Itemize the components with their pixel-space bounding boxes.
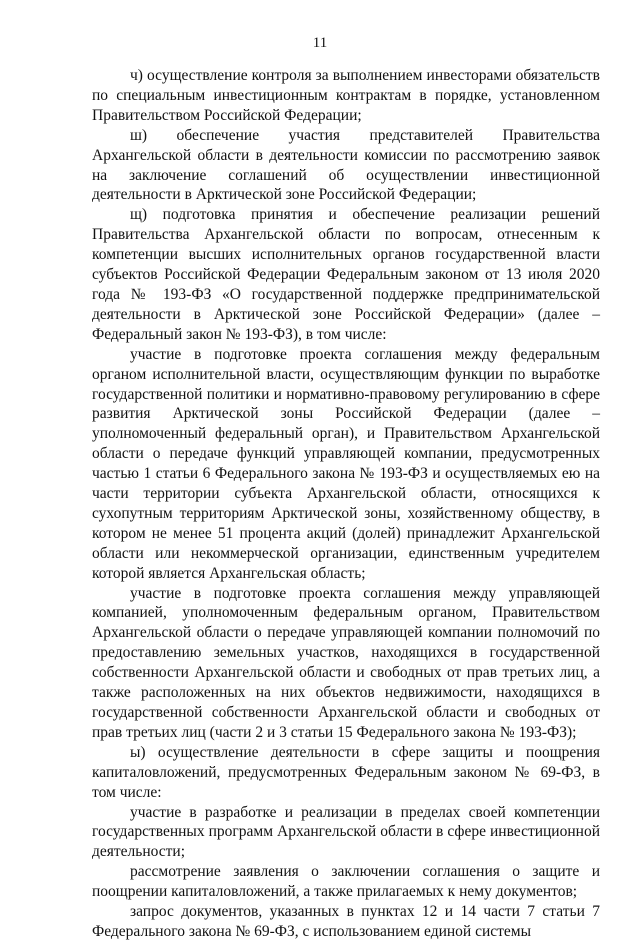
paragraph-sh: ш) обеспечение участия представителей Правительства Архангельской области в деятельности комиссии по рассмотрению заявок на заключение соглашений об осуществлении инвестиционной деятельности в Арктической зоне Российской Федерации;: [92, 126, 600, 204]
paragraph-shch-item-2: участие в подготовке проекта соглашения между управляющей компанией, уполномоченным федеральным органом, Правительством Архангельской области о передаче управляющей компании полномочий по предоставлению земельных участков, находящихся в государственной собственности Архангельской области и свободных от прав третьих лиц, а также расположенных на них объектов недвижимости, находящихся в государственной собственности Архангельской области и свободных от прав третьих лиц (части 2 и 3 статьи 15 Федерального закона № 193-ФЗ);: [92, 584, 600, 741]
paragraph-shch-item-1: участие в подготовке проекта соглашения между федеральным органом исполнительной власти, осуществляющим функции по выработке государственной политики и нормативно-правовому регулированию в сфере развития Арктической зоны Российской Федерации (далее – уполномоченный федеральный орган), и Правительством Архангельской области о передаче функций управляющей компании, предусмотренных частью 1 статьи 6 Федерального закона № 193-ФЗ и осуществляемых ею на части территории субъекта Архангельской области, относящихся к сухопутным территориям Арктической зоны, хозяйственному обществу, в котором не менее 51 процента акций (долей) принадлежит Архангельской области или некоммерческой организации, единственным учредителем которой является Архангельская область;: [92, 345, 600, 582]
paragraph-shch: щ) подготовка принятия и обеспечение реализации решений Правительства Архангельской области по вопросам, отнесенным к компетенции высших исполнительных органов государственной власти субъектов Российской Федерации Федеральным законом от 13 июля 2020 года № 193-ФЗ «О государственной поддержке предпринимательской деятельности в Арктической зоне Российской Федерации» (далее – Федеральный закон № 193-ФЗ), в том числе:: [92, 206, 600, 343]
paragraph-y-item-1: участие в разработке и реализации в пределах своей компетенции государственных программ Архангельской области в сфере инвестиционной деятельности;: [92, 803, 600, 861]
document-body: [92, 66, 600, 942]
paragraph-y-item-3: запрос документов, указанных в пунктах 12 и 14 части 7 статьи 7 Федерального закона № 69-ФЗ, с использованием единой системы: [92, 903, 600, 940]
paragraph-ch: ч) осуществление контроля за выполнением инвесторами обязательств по специальным инвестиционным контрактам в порядке, установленном Правительством Российской Федерации;: [92, 67, 600, 124]
paragraph-y-item-2: рассмотрение заявления о заключении соглашения о защите и поощрении капиталовложений, а также прилагаемых к нему документов;: [92, 863, 600, 901]
page-number: 11: [312, 35, 328, 51]
paragraph-y: ы) осуществление деятельности в сфере защиты и поощрения капиталовложений, предусмотренных Федеральным законом № 69-ФЗ, в том числе:: [92, 743, 600, 801]
